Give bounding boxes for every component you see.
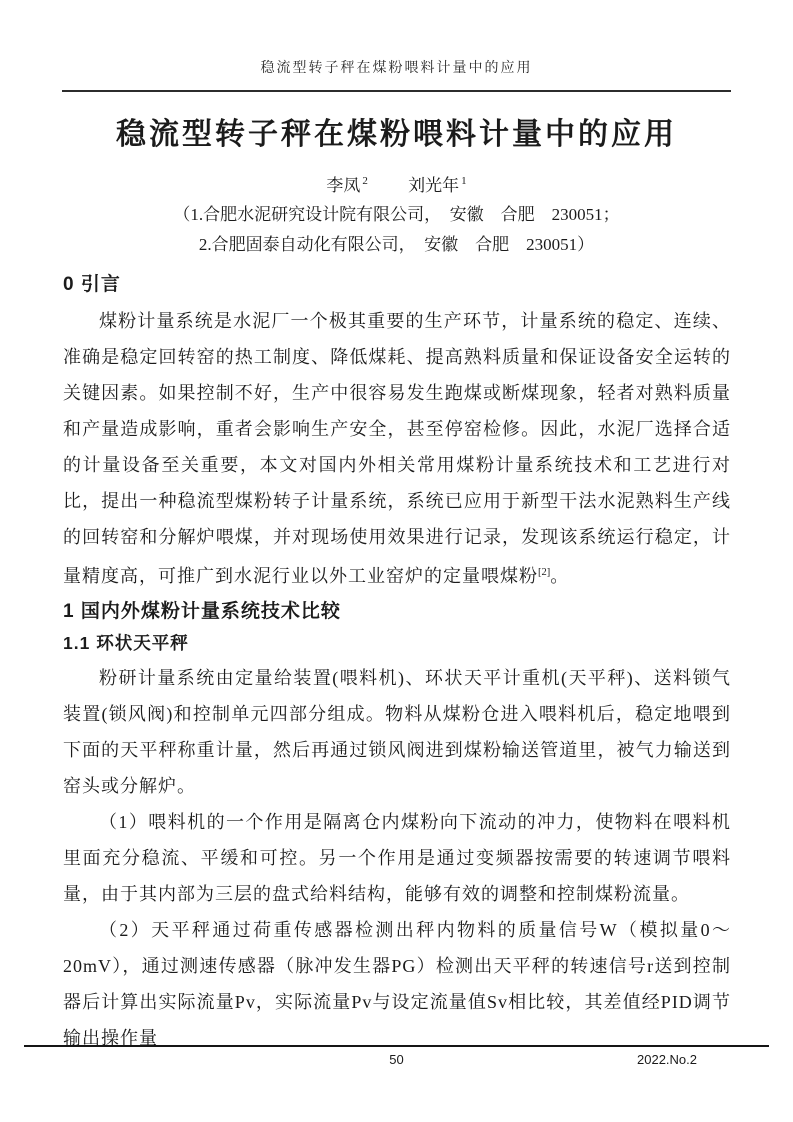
paragraph-intro — [63, 303, 731, 594]
author — [326, 176, 368, 195]
paper-title: 稳流型转子秤在煤粉喂料计量中的应用 — [116, 118, 677, 151]
reference-superscript: [2] — [538, 567, 551, 578]
author-name: 刘光年 — [408, 176, 460, 195]
subsection-heading-ring-balance: 1.1 环状天平秤 — [63, 633, 189, 653]
affiliations — [0, 200, 793, 260]
paragraph-feeder-function: （1）喂料机的一个作用是隔离仓内煤粉向下流动的冲力，使物料在喂料机里面充分稳流、平缓和可控。另一个作用是通过变频器按需要的转速调节喂料量，由于其内部为三层的盘式给料结构，能够有效的调整和控制煤粉流量。 — [63, 812, 731, 904]
section-heading-intro: 0 引言 — [63, 274, 121, 295]
paragraph-system-composition: 粉研计量系统由定量给装置(喂料机)、环状天平计重机(天平秤)、送料锁气装置(锁风阀)和控制单元四部分组成。物料从煤粉仓进入喂料机后，稳定地喂到下面的天平秤称重计量，然后再通过锁风阀进到煤粉输送管道里，被气力输送到窑头或分解炉。 — [63, 668, 731, 796]
running-head: 稳流型转子秤在煤粉喂料计量中的应用 — [260, 61, 533, 76]
footer — [24, 1045, 769, 1067]
author-name: 李凤 — [326, 176, 361, 195]
authors-line — [0, 171, 793, 196]
page-number: 50 — [389, 1052, 404, 1067]
author-superscript: 1 — [461, 175, 467, 188]
paragraph-text: 煤粉计量系统是水泥厂一个极其重要的生产环节，计量系统的稳定、连续、准确是稳定回转窑的热工制度、降低煤耗、提高熟料质量和保证设备安全运转的关键因素。如果控制不好，生产中很容易发生跑煤或断煤现象，轻者对熟料质量和产量造成影响，重者会影响生产安全，甚至停窑检修。因此，水泥厂选择合适的计量设备至关重要，本文对国内外相关常用煤粉计量系统技术和工艺进行对比，提出一种稳流型煤粉转子计量系统，系统已应用于新型干法水泥熟料生产线的回转窑和分解炉喂煤，并对现场使用效果进行记录，发现该系统运行稳定，计量精度高，可推广到水泥行业以外工业窑炉的定量喂煤粉 — [63, 311, 731, 586]
paragraph-balance-scale: （2）天平秤通过荷重传感器检测出秤内物料的质量信号W（模拟量0～20mV），通过测速传感器（脉冲发生器PG）检测出天平秤的转速信号r送到控制器后计算出实际流量Pv，实际流量Pv与设定流量值Sv相比较，其差值经PID调节输出操作量 — [63, 920, 731, 1048]
author — [408, 176, 467, 195]
affiliation-line: 2.合肥固泰自动化有限公司， 安徽 合肥 230051） — [198, 235, 595, 254]
author-superscript: 2 — [362, 175, 368, 188]
section-heading-comparison: 1 国内外煤粉计量系统技术比较 — [63, 601, 341, 622]
issue-label: 2022.No.2 — [637, 1052, 697, 1067]
affiliation-line: （1.合肥水泥研究设计院有限公司， 安徽 合肥 230051； — [173, 205, 620, 224]
paragraph-tail: 。 — [550, 566, 570, 586]
article-body — [63, 272, 731, 1056]
header-rule — [62, 90, 731, 92]
